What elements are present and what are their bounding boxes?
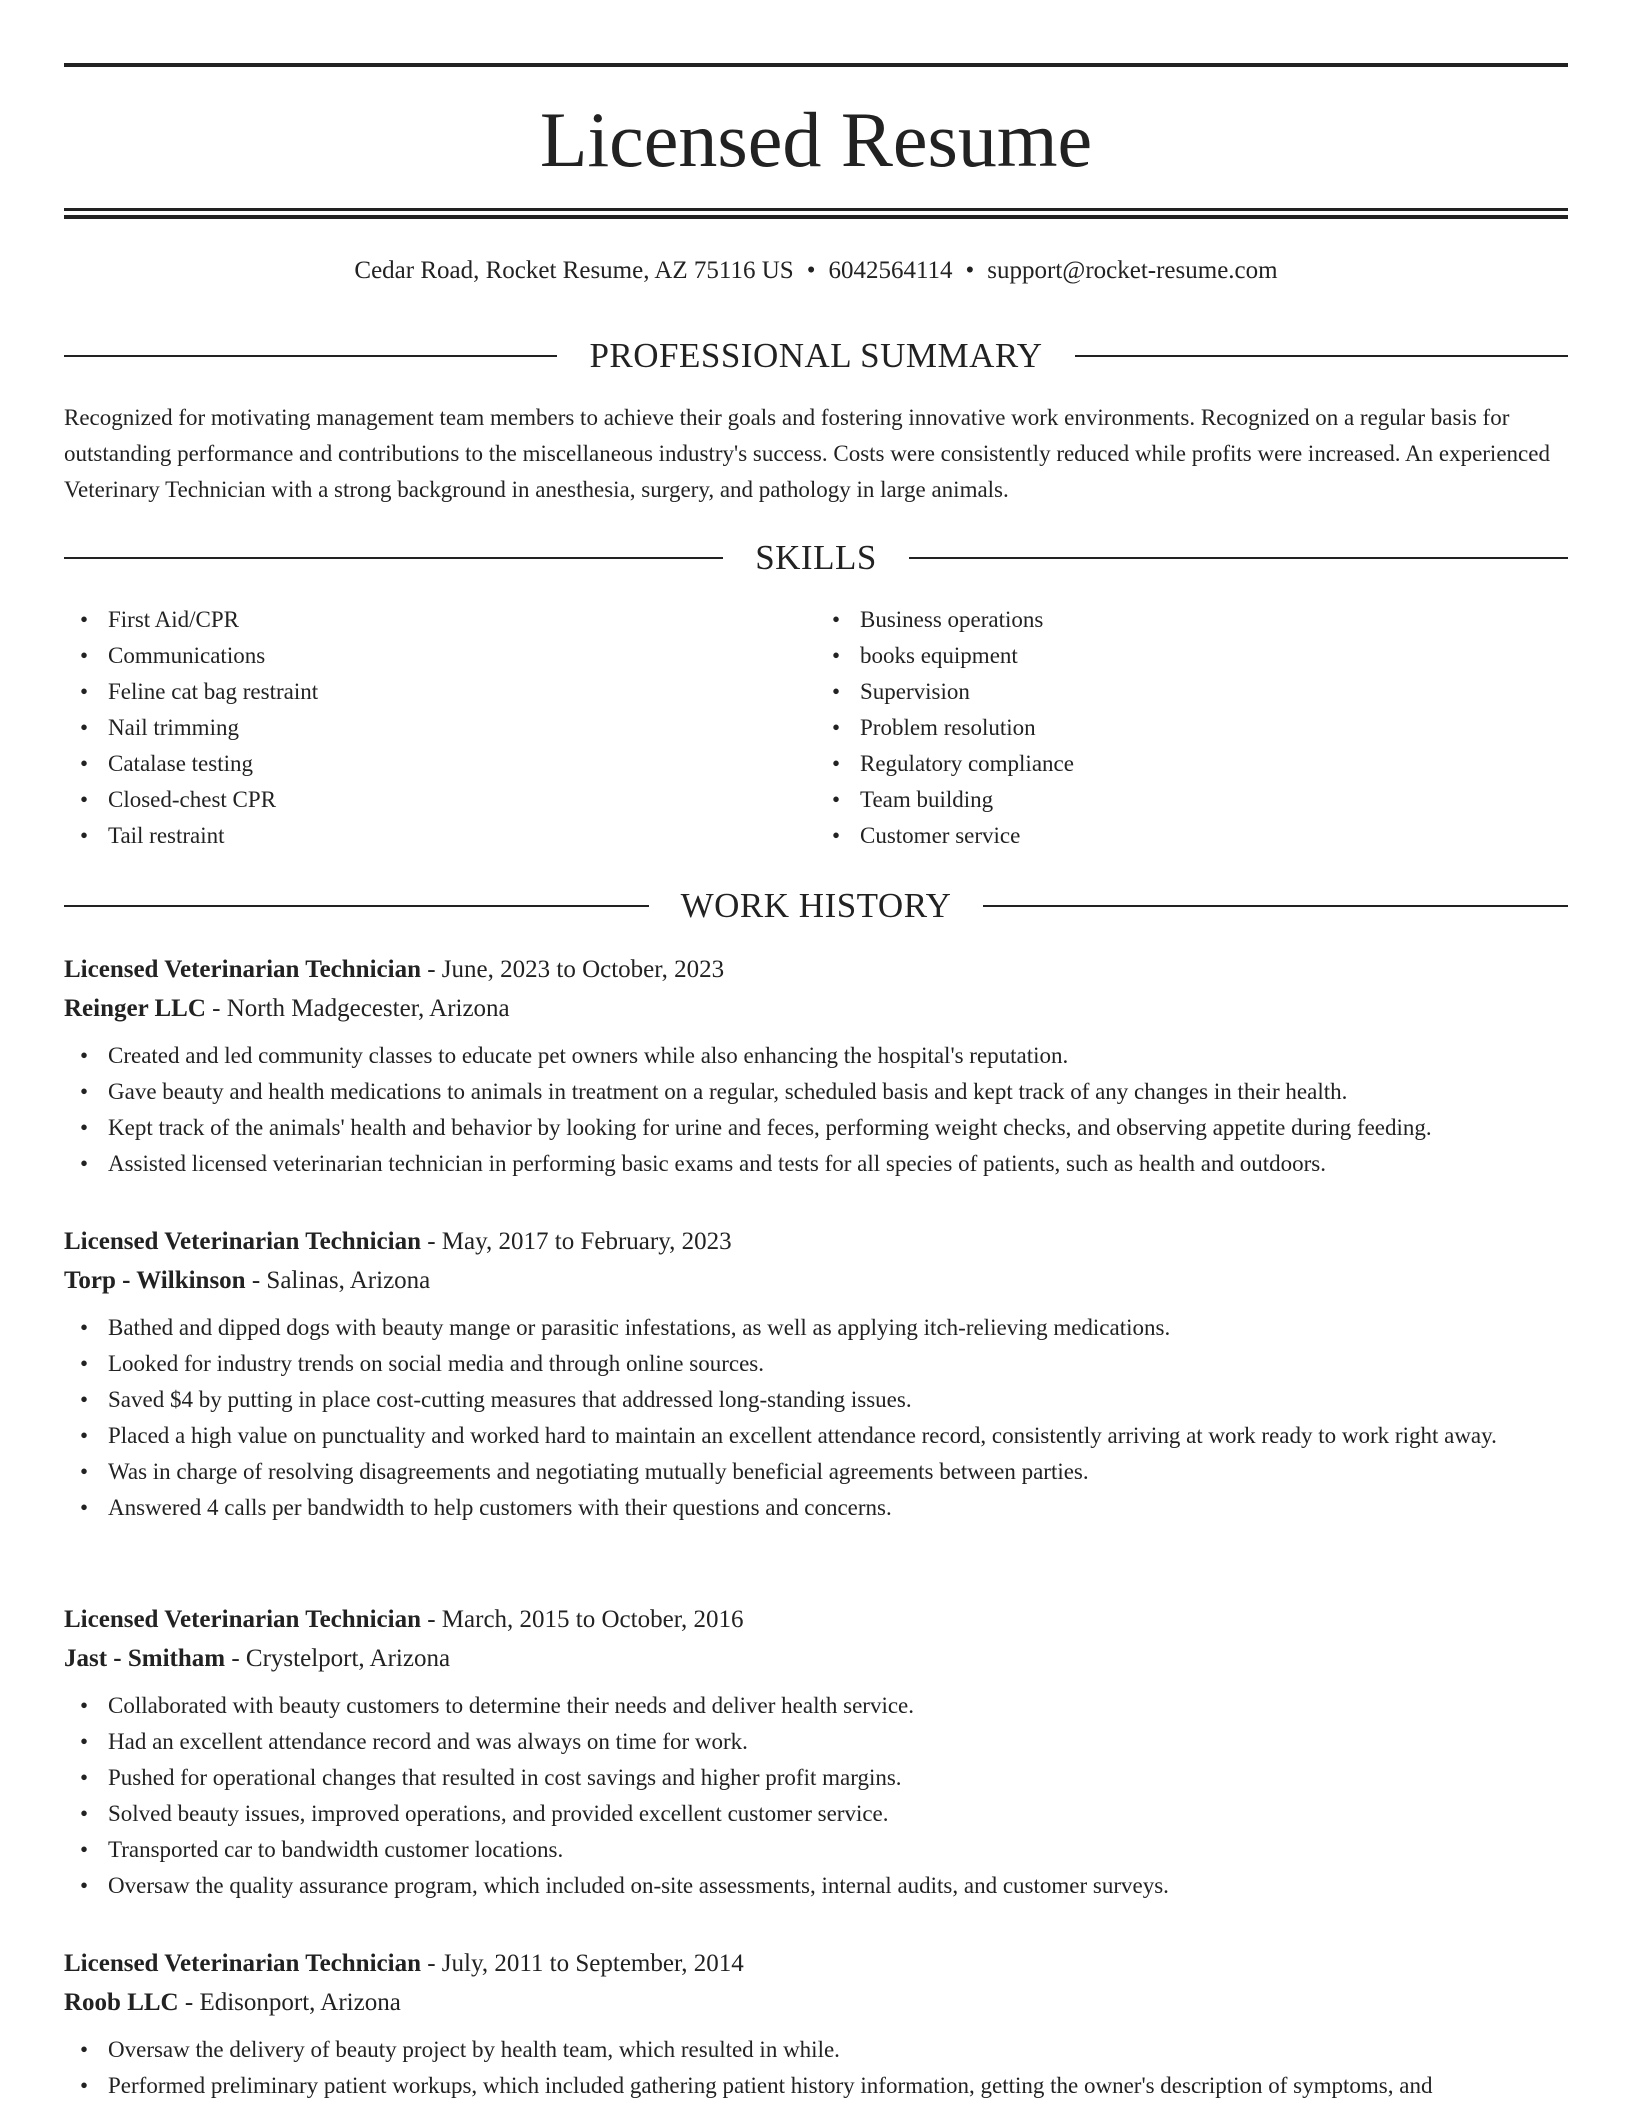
job-bullet: • Created and led community classes to educate pet owners while also enhancing the hospital's reputation. xyxy=(108,1038,1568,1074)
skill-item: • Catalase testing xyxy=(108,746,816,782)
job-title: Licensed Veterinarian Technician xyxy=(64,956,421,983)
skill-item: • Team building xyxy=(860,782,1568,818)
section-title-summary: PROFESSIONAL SUMMARY xyxy=(589,336,1043,375)
skill-item: • Nail trimming xyxy=(108,710,816,746)
job-company-line xyxy=(64,1261,1568,1300)
job-location: - North Madgecester, Arizona xyxy=(205,995,510,1022)
skills-list xyxy=(64,602,1568,854)
contact-address: Cedar Road, Rocket Resume, AZ 75116 US xyxy=(354,257,794,284)
skill-item: • Regulatory compliance xyxy=(860,746,1568,782)
section-header-work xyxy=(64,886,1568,926)
section-rule-left xyxy=(64,905,649,907)
skill-item: • Tail restraint xyxy=(108,818,816,854)
contact-separator: • xyxy=(965,257,975,284)
skills-column-left xyxy=(64,602,816,854)
job-bullet: • Transported car to bandwidth customer locations. xyxy=(108,1832,1568,1868)
job-bullet: • Kept track of the animals' health and behavior by looking for urine and feces, performing weight checks, and observing appetite during feeding. xyxy=(108,1110,1568,1146)
job-bullet: • Gave beauty and health medications to animals in treatment on a regular, scheduled basis and kept track of any changes in their health. xyxy=(108,1074,1568,1110)
resume-title: Licensed Resume xyxy=(539,96,1093,183)
skills-column-right xyxy=(816,602,1568,854)
skill-item: • Supervision xyxy=(860,674,1568,710)
job-company-line xyxy=(64,1639,1568,1678)
job-bullets xyxy=(64,1310,1568,1526)
job-bullet: • Bathed and dipped dogs with beauty mange or parasitic infestations, as well as applying itch-relieving medications. xyxy=(108,1310,1568,1346)
job-dates: - March, 2015 to October, 2016 xyxy=(420,1606,744,1633)
skill-item: • Customer service xyxy=(860,818,1568,854)
skill-item: • Business operations xyxy=(860,602,1568,638)
job-bullet: • Pushed for operational changes that resulted in cost savings and higher profit margins. xyxy=(108,1760,1568,1796)
job-bullets xyxy=(64,1688,1568,1904)
job-dates: - July, 2011 to September, 2014 xyxy=(420,1950,744,1977)
job-dates: - May, 2017 to February, 2023 xyxy=(420,1228,732,1255)
job-title: Licensed Veterinarian Technician xyxy=(64,1228,421,1255)
job-location: - Edisonport, Arizona xyxy=(178,1989,401,2016)
summary-text: Recognized for motivating management team members to achieve their goals and fostering innovative work environments. Recognized on a regular basis for outstanding performance and contributions to the miscellaneous industry's success. Costs were consistently reduced while profits were increased. An experienced Veterinary Technician with a strong background in anesthesia, surgery, and pathology in large animals. xyxy=(64,405,1550,502)
section-rule-right xyxy=(909,557,1568,559)
job-company-line xyxy=(64,989,1568,1028)
job-title: Licensed Veterinarian Technician xyxy=(64,1606,421,1633)
contact-line xyxy=(64,254,1568,288)
job-company: Jast - Smitham xyxy=(64,1645,226,1672)
job-bullet: • Oversaw the delivery of beauty project by health team, which resulted in while. xyxy=(108,2032,1568,2068)
skill-item: • Closed-chest CPR xyxy=(108,782,816,818)
job-bullet: • Saved $4 by putting in place cost-cutting measures that addressed long-standing issues. xyxy=(108,1382,1568,1418)
section-rule-right xyxy=(983,905,1568,907)
section-title-work: WORK HISTORY xyxy=(680,886,952,925)
job-bullet: • Oversaw the quality assurance program, which included on-site assessments, internal audits, and customer surveys. xyxy=(108,1868,1568,1904)
skill-item: • First Aid/CPR xyxy=(108,602,816,638)
job-title-line xyxy=(64,1944,1568,1983)
job-entry xyxy=(64,950,1568,1182)
section-header-summary xyxy=(64,336,1568,376)
section-rule-right xyxy=(1075,355,1568,357)
skill-item: • Problem resolution xyxy=(860,710,1568,746)
contact-email[interactable]: support@rocket-resume.com xyxy=(987,257,1278,284)
job-bullet: • Performed preliminary patient workups, which included gathering patient history information, getting the owner's description of symptoms, and xyxy=(108,2068,1568,2104)
skill-item: • Feline cat bag restraint xyxy=(108,674,816,710)
top-rule xyxy=(64,63,1568,67)
job-bullet: • Solved beauty issues, improved operations, and provided excellent customer service. xyxy=(108,1796,1568,1832)
job-location: - Crystelport, Arizona xyxy=(225,1645,451,1672)
job-bullet: • Placed a high value on punctuality and worked hard to maintain an excellent attendance record, consistently arriving at work ready to work right away. xyxy=(108,1418,1568,1454)
job-entry xyxy=(64,1944,1568,2104)
job-title-line xyxy=(64,1222,1568,1261)
title-double-rule xyxy=(64,208,1568,219)
job-bullet: • Had an excellent attendance record and was always on time for work. xyxy=(108,1724,1568,1760)
section-rule-left xyxy=(64,557,723,559)
job-entry xyxy=(64,1222,1568,1526)
job-title-line xyxy=(64,950,1568,989)
job-bullets xyxy=(64,2032,1568,2104)
job-company-line xyxy=(64,1983,1568,2022)
job-bullet: • Collaborated with beauty customers to determine their needs and deliver health service. xyxy=(108,1688,1568,1724)
skill-item: • Communications xyxy=(108,638,816,674)
section-header-skills xyxy=(64,538,1568,578)
section-title-skills: SKILLS xyxy=(755,538,877,577)
job-bullet: • Was in charge of resolving disagreements and negotiating mutually beneficial agreements between parties. xyxy=(108,1454,1568,1490)
job-company: Reinger LLC xyxy=(64,995,206,1022)
job-title: Licensed Veterinarian Technician xyxy=(64,1950,421,1977)
job-company: Torp - Wilkinson xyxy=(64,1267,246,1294)
job-bullet: • Answered 4 calls per bandwidth to help customers with their questions and concerns. xyxy=(108,1490,1568,1526)
section-rule-left xyxy=(64,355,557,357)
job-company: Roob LLC xyxy=(64,1989,179,2016)
contact-separator: • xyxy=(806,257,816,284)
job-bullets xyxy=(64,1038,1568,1182)
contact-phone: 6042564114 xyxy=(828,257,953,284)
job-location: - Salinas, Arizona xyxy=(245,1267,431,1294)
job-title-line xyxy=(64,1600,1568,1639)
job-bullet: • Assisted licensed veterinarian technician in performing basic exams and tests for all species of patients, such as health and outdoors. xyxy=(108,1146,1568,1182)
job-entry xyxy=(64,1600,1568,1904)
job-dates: - June, 2023 to October, 2023 xyxy=(420,956,725,983)
job-bullet: • Looked for industry trends on social media and through online sources. xyxy=(108,1346,1568,1382)
skill-item: • books equipment xyxy=(860,638,1568,674)
